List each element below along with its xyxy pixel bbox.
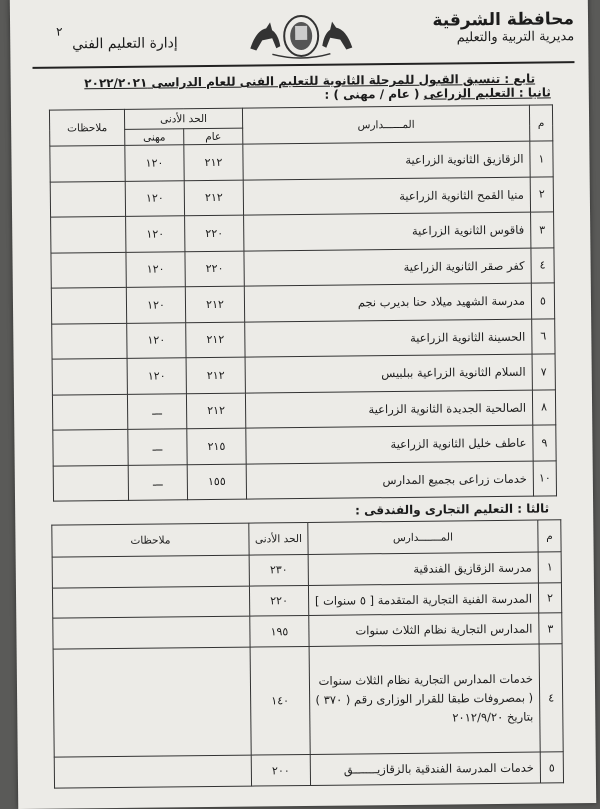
vocational-min: ١٢٠: [125, 180, 184, 216]
section-agri-heading: [324, 85, 550, 101]
general-min: ٢١٢: [186, 322, 245, 358]
row-number: ٢: [538, 582, 561, 613]
row-number: ١: [538, 552, 561, 583]
school-name: الحسينة الثانوية الزراعية: [245, 319, 532, 358]
school-name: خدمات المدارس التجارية نظام الثلاث سنوات ( بمصروفات طبقا للقرار الوزارى رقم ( ٣٧٠ ) بتاريخ ٢٠١٢/٩/٢٠: [309, 644, 540, 755]
general-min: ٢١٢: [184, 180, 243, 216]
vocational-min: ١٢٠: [127, 322, 186, 358]
school-name: كفر صقر الثانوية الزراعية: [244, 248, 531, 287]
table-row: [52, 354, 555, 395]
vocational-min: ـــ: [128, 464, 187, 500]
header-divider: [32, 61, 574, 69]
notes-cell: [50, 181, 125, 217]
general-min: ١٥٥: [187, 464, 246, 500]
school-name: المدارس التجارية نظام الثلاث سنوات: [309, 613, 539, 646]
agri-schools-table: [49, 104, 557, 501]
notes-cell: [51, 252, 126, 288]
notes-cell: [53, 647, 251, 757]
col-general-header: عام: [184, 128, 243, 145]
school-name: المدرسة الفنية التجارية المتقدمة [ ٥ سنوات ]: [308, 583, 538, 616]
row-number: ٤: [539, 644, 563, 753]
school-name: السلام الثانوية الزراعية ببلبيس: [245, 354, 532, 393]
notes-cell: [54, 755, 251, 788]
governorate-name: محافظة الشرقية: [432, 9, 575, 31]
school-name: منيا القمح الثانوية الزراعية: [243, 177, 530, 216]
table-row: [51, 247, 554, 288]
general-min: ٢١٥: [187, 428, 246, 464]
school-name: خدمات زراعى بجميع المدارس: [246, 461, 533, 500]
table-row: [54, 752, 563, 788]
department-name: إدارة التعليم الفني: [72, 35, 178, 53]
row-number: ١: [530, 141, 553, 177]
section-agri-heading-text: ثانيا : التعليم الزراعى: [423, 85, 551, 101]
general-min: ٢٢٠: [185, 215, 244, 251]
col-min-header: الحد الأدنى: [249, 522, 308, 555]
table-row: [51, 212, 554, 253]
notes-cell: [53, 465, 128, 501]
notes-cell: [52, 358, 127, 394]
section-agri-heading-suffix: ( عام / مهنى ) :: [324, 86, 420, 102]
row-number: ٣: [539, 613, 562, 644]
school-name: فاقوس الثانوية الزراعية: [244, 212, 531, 251]
col-schools-header: المــــــدارس: [242, 105, 529, 144]
school-name: خدمات المدرسة الفندقية بالزقازيـــــــق: [310, 752, 540, 785]
section-comm-heading: ثالثا : التعليم التجارى والفندقى :: [355, 501, 550, 518]
row-number: ٧: [532, 354, 555, 390]
governorate-emblem-icon: [242, 11, 360, 60]
notes-cell: [52, 586, 249, 619]
table-row: [52, 389, 555, 430]
row-number: ١٠: [533, 460, 556, 496]
directorate-name: مديرية التربية والتعليم: [456, 29, 575, 46]
table-row: [52, 318, 555, 359]
document-page: [10, 0, 596, 809]
col-min-header: الحد الأدنى: [124, 108, 242, 129]
letterhead-right: [432, 9, 574, 45]
row-number: ٩: [533, 425, 556, 461]
general-min: ٢١٢: [184, 144, 243, 180]
school-name: الزقازيق الثانوية الزراعية: [243, 141, 530, 180]
notes-cell: [52, 394, 127, 430]
commercial-schools-table: [51, 519, 564, 788]
vocational-min: ١٢٠: [125, 145, 184, 181]
notes-cell: [52, 323, 127, 359]
vocational-min: ١٢٠: [126, 216, 185, 252]
notes-cell: [53, 429, 128, 465]
school-name: الصالحية الجديدة الثانوية الزراعية: [245, 390, 532, 429]
vocational-min: ـــ: [127, 393, 186, 429]
table-row: [53, 644, 563, 758]
notes-cell: [53, 616, 250, 649]
min-score: ٢٢٠: [249, 585, 308, 616]
vocational-min: ١٢٠: [127, 358, 186, 394]
row-number: ٥: [531, 283, 554, 319]
row-number: ٦: [532, 318, 555, 354]
col-schools-header: المـــــــدارس: [308, 520, 538, 554]
col-vocational-header: مهنى: [125, 129, 184, 146]
row-number: ٤: [531, 247, 554, 283]
page-number: ٢: [56, 24, 63, 39]
table-row: [53, 425, 556, 466]
general-min: ٢١٢: [186, 393, 245, 429]
min-score: ١٩٥: [250, 616, 309, 647]
notes-cell: [51, 216, 126, 252]
general-min: ٢١٢: [186, 357, 245, 393]
table-row: [53, 460, 556, 501]
col-notes-header: ملاحظات: [49, 109, 124, 146]
notes-cell: [51, 287, 126, 323]
row-number: ٨: [532, 389, 555, 425]
notes-cell: [52, 555, 249, 588]
table-row: [51, 283, 554, 324]
general-min: ٢١٢: [185, 286, 244, 322]
col-num-header: م: [529, 105, 552, 141]
vocational-min: ١٢٠: [126, 251, 185, 287]
col-notes-header: ملاحظات: [52, 523, 249, 557]
min-score: ٢٠٠: [251, 755, 310, 786]
school-name: مدرسة الزقازيق الفندقية: [308, 552, 538, 585]
row-number: ٥: [540, 752, 563, 783]
row-number: ٣: [531, 212, 554, 248]
min-score: ١٤٠: [250, 646, 310, 755]
table-row: [50, 141, 553, 182]
table-row: [50, 176, 553, 217]
school-name: مدرسة الشهيد ميلاد حنا بديرب نجم: [244, 283, 531, 322]
vocational-min: ١٢٠: [126, 287, 185, 323]
row-number: ٢: [530, 176, 553, 212]
general-min: ٢٢٠: [185, 251, 244, 287]
vocational-min: ـــ: [128, 429, 187, 465]
min-score: ٢٣٠: [249, 554, 308, 585]
document-title: تابع : تنسيق القبول للمرحلة الثانوية للتعليم الفنى للعام الدراسى ٢٠٢٢/٢٠٢١: [84, 71, 536, 91]
col-num-header: م: [538, 520, 561, 552]
notes-cell: [50, 145, 125, 181]
school-name: عاطف خليل الثانوية الزراعية: [246, 425, 533, 464]
